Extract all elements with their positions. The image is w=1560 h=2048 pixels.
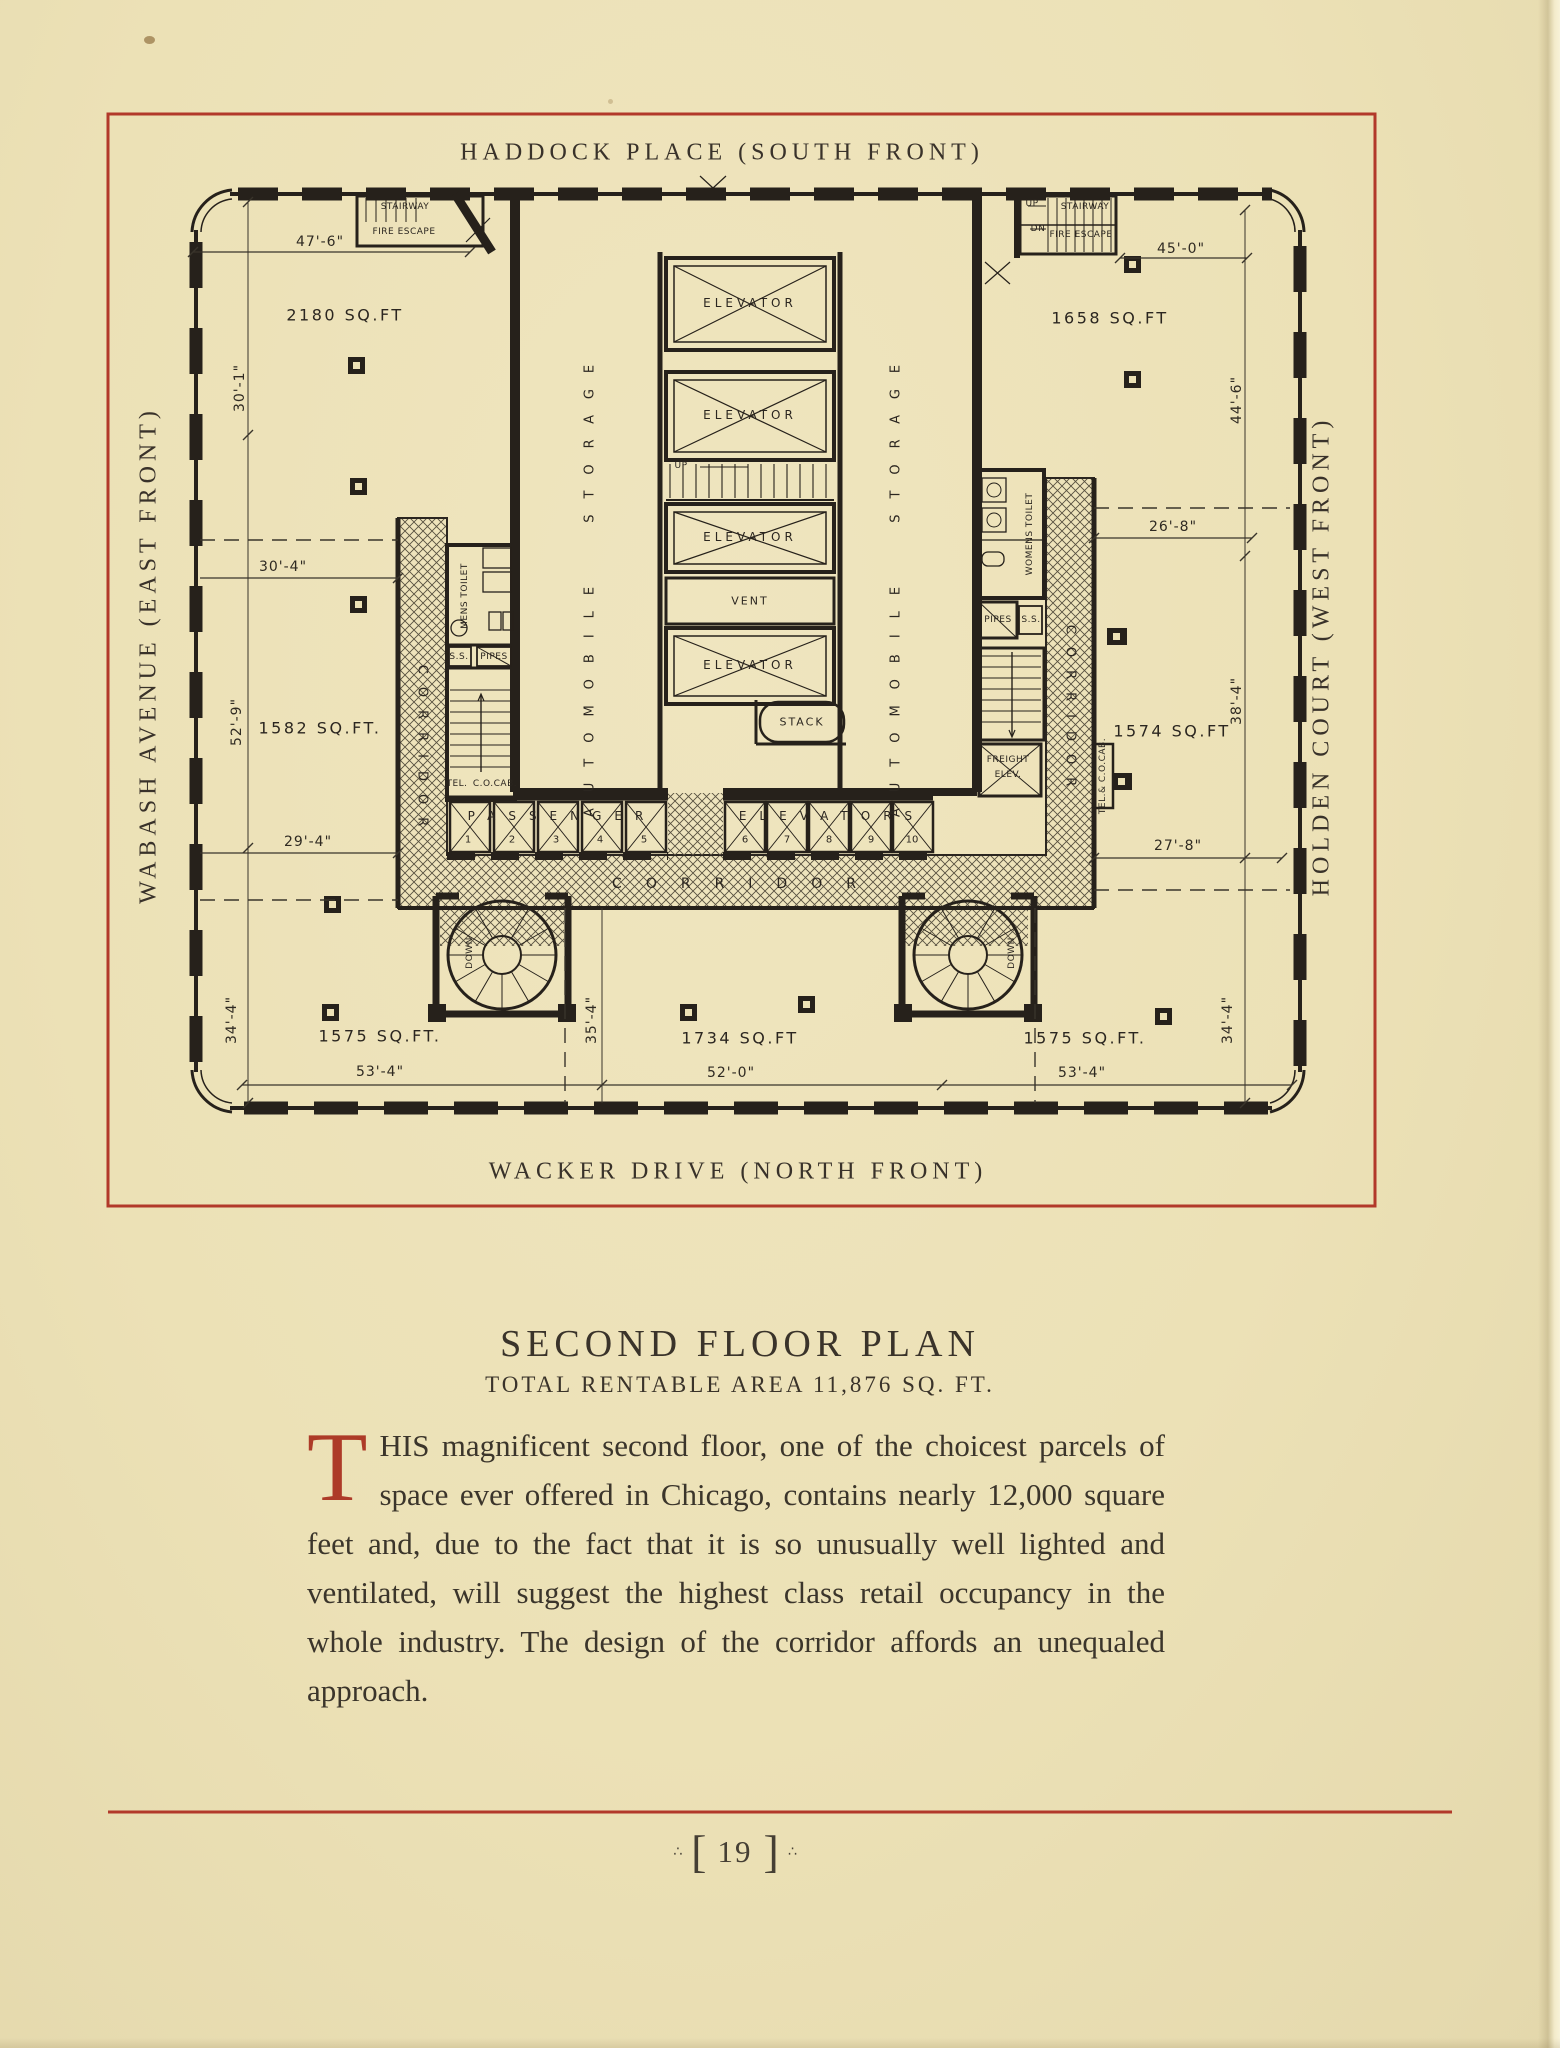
freight-elev-label-line2: ELEV.: [994, 770, 1022, 780]
fire-escape-label-nw: FIRE ESCAPE: [372, 227, 436, 237]
area-label-s: 1734 SQ.FT: [681, 1028, 799, 1048]
page-subtitle: TOTAL RENTABLE AREA 11,876 SQ. FT.: [485, 1372, 995, 1397]
page-edge-bottom: [0, 2038, 1560, 2048]
tel-cocab-label: TEL.& C.O.CAB.: [1098, 737, 1108, 815]
street-label-south: HADDOCK PLACE (SOUTH FRONT): [460, 139, 984, 166]
dim-bottom-left: 53'-4": [355, 1064, 405, 1080]
area-label-se: 1575 SQ.FT.: [1023, 1028, 1147, 1048]
folio-ornament-left: ∴: [673, 1844, 683, 1860]
page-title: SECOND FLOOR PLAN: [500, 1323, 980, 1365]
shaft-number-10: 10: [905, 834, 919, 846]
automobile-storage-label-east: AUTOMOBILE STORAGE: [888, 348, 904, 818]
ss-label-east: S.S.: [1021, 615, 1041, 625]
page-folio: [673, 1826, 797, 1877]
body-paragraph: [307, 1413, 1165, 1715]
dim-right-upper: 44'-6": [1229, 375, 1245, 425]
down-label-west-ramp: DOWN: [465, 937, 475, 969]
pipes-label-east: PIPES: [984, 615, 1012, 625]
shaft-number-6: 6: [741, 834, 749, 846]
paper-speck: [608, 99, 613, 104]
page-number: 19: [717, 1834, 753, 1869]
down-label-east-ramp: DOWN: [1007, 937, 1017, 969]
mens-toilet-label: MENS TOILET: [460, 563, 470, 629]
dn-label-ne-stair: DN: [1030, 224, 1046, 234]
page-edge-right: [1538, 0, 1560, 2048]
dim-left-corridor: 29'-4": [283, 834, 333, 850]
folio-bracket-left: [: [691, 1826, 707, 1877]
street-label-north: WACKER DRIVE (NORTH FRONT): [488, 1158, 988, 1185]
shaft-number-9: 9: [867, 834, 875, 846]
dim-bottom-right-v: 34'-4": [1220, 995, 1236, 1045]
freight-elev-label-line1: FREIGHT: [986, 755, 1030, 765]
vent-label: VENT: [731, 594, 769, 608]
shaft-number-2: 2: [508, 834, 516, 846]
shaft-number-3: 3: [552, 834, 560, 846]
shaft-number-4: 4: [596, 834, 604, 846]
cocab-label: C.O.CAB.: [472, 779, 518, 789]
tel-label: TEL.: [446, 779, 468, 789]
up-label-ne-stair: UP: [1025, 199, 1039, 209]
elevator-4-label: ELEVATOR: [703, 658, 797, 672]
dim-bottom-mid-v: 35'-4": [584, 995, 600, 1045]
shaft-number-1: 1: [464, 834, 472, 846]
automobile-storage-label-west: AUTOMOBILE STORAGE: [582, 348, 598, 818]
street-label-east: WABASH AVENUE (EAST FRONT): [135, 406, 162, 904]
corridor-label-west: CORRIDOR: [414, 664, 430, 840]
up-label-core-stair: UP: [674, 461, 688, 471]
area-label-e: 1574 SQ.FT: [1113, 721, 1231, 741]
elevator-3-label: ELEVATOR: [703, 530, 797, 544]
corridor-label-south: CORRIDOR: [612, 876, 880, 892]
ss-label-west: S.S.: [449, 652, 469, 662]
dim-left-lower: 52'-9": [229, 697, 245, 747]
elevator-1-label: ELEVATOR: [703, 296, 797, 310]
passenger-letters: PASSENGER: [467, 809, 657, 823]
pipes-label-west: PIPES: [480, 652, 508, 662]
corridor-label-east: CORRIDOR: [1062, 624, 1078, 800]
stack-label: STACK: [779, 715, 825, 729]
dim-left-mid: 30'-4": [258, 559, 308, 575]
area-label-ne: 1658 SQ.FT: [1051, 308, 1169, 328]
dim-top-right: 45'-0": [1156, 241, 1206, 257]
shaft-number-5: 5: [640, 834, 648, 846]
service-block-west: [447, 545, 518, 800]
fire-escape-label-ne: FIRE ESCAPE: [1049, 230, 1113, 240]
drop-cap: T: [307, 1413, 368, 1522]
dim-left-upper: 30'-1": [232, 363, 248, 413]
dim-bottom-right: 53'-4": [1057, 1065, 1107, 1081]
street-label-west: HOLDEN COURT (WEST FRONT): [1308, 415, 1335, 897]
dimension-lines: [188, 197, 1297, 1108]
dim-top-left: 47'-6": [295, 234, 345, 250]
paper-speck: [144, 36, 155, 44]
dim-right-lower: 38'-4": [1229, 676, 1245, 726]
elevators-letters: ELEVATORS: [738, 809, 926, 823]
dim-right-corridor: 27'-8": [1153, 838, 1203, 854]
stairway-label-ne: STAIRWAY: [1060, 202, 1110, 212]
area-label-nw: 2180 SQ.FT: [286, 305, 404, 325]
folio-bracket-right: ]: [763, 1826, 779, 1877]
shaft-number-8: 8: [825, 834, 833, 846]
stairway-label-nw: STAIRWAY: [380, 202, 430, 212]
dim-bottom-left-v: 34'-4": [224, 995, 240, 1045]
shaft-number-7: 7: [783, 834, 791, 846]
folio-ornament-right: ∴: [787, 1844, 797, 1860]
elevator-2-label: ELEVATOR: [703, 408, 797, 422]
dim-bottom-mid: 52'-0": [706, 1065, 756, 1081]
body-text: HIS magnificent second floor, one of the choicest parcels of space ever offered in Chicago, contains nearly 12,000 square feet and, due to the fact that it is so unusually well lighted and ventilated, will suggest the highest class retail occupancy in the whole industry. The design of the corridor affords an unequaled approach.: [307, 1428, 1165, 1708]
dim-right-mid: 26'-8": [1148, 519, 1198, 535]
area-label-w: 1582 SQ.FT.: [258, 718, 382, 738]
exterior-walls: [192, 190, 1304, 1112]
area-label-sw: 1575 SQ.FT.: [318, 1026, 442, 1046]
womens-toilet-label: WOMENS TOILET: [1025, 492, 1035, 576]
